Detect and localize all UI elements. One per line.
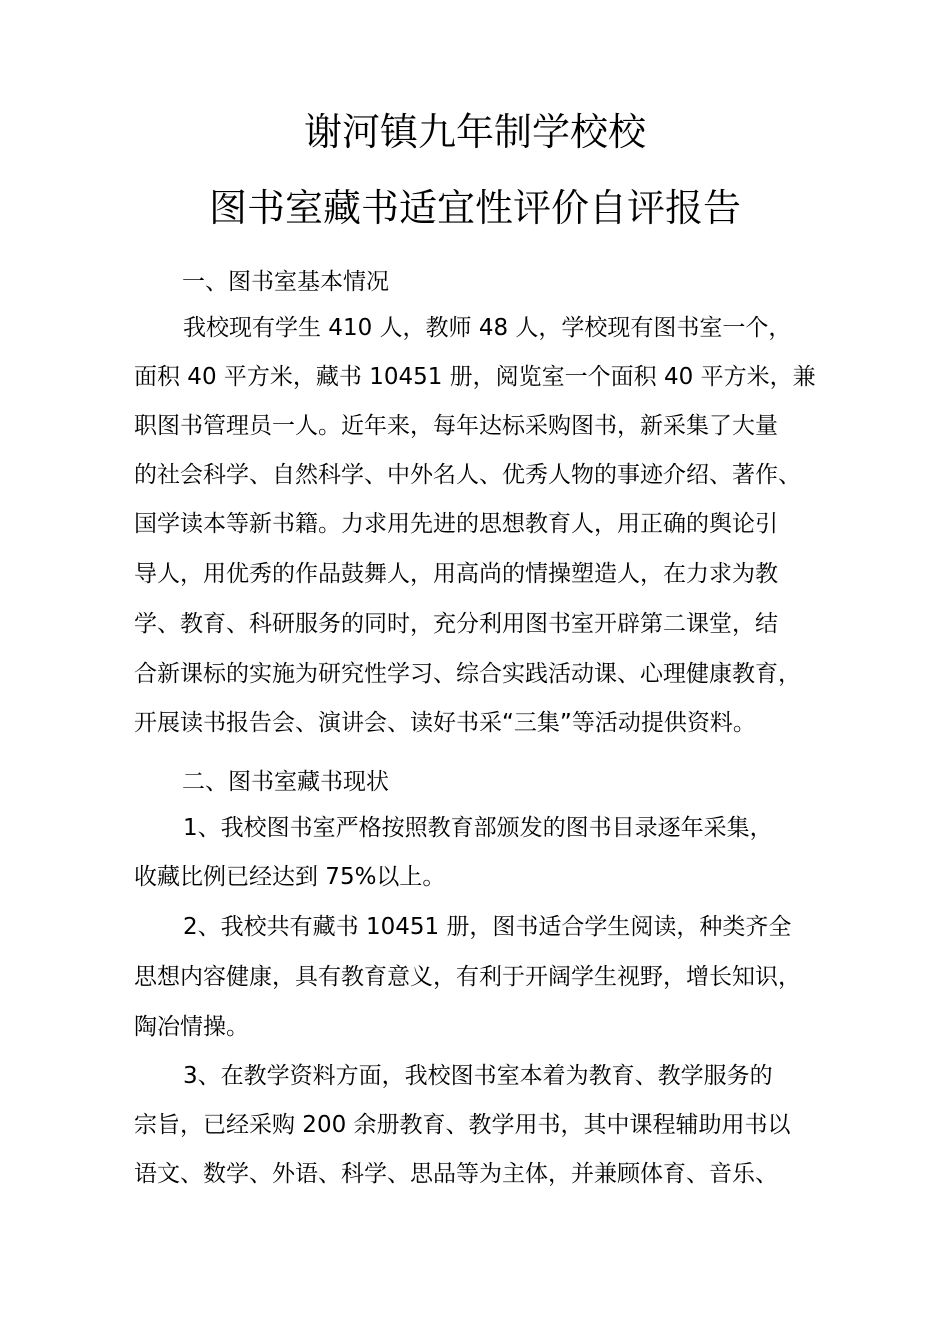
paragraph-line: 宗旨，已经采购 200 余册教育、教学用书，其中课程辅助用书以 bbox=[134, 1112, 791, 1138]
paragraph-line: 语文、数学、外语、科学、思品等为主体，并兼顾体育、音乐、 bbox=[134, 1161, 778, 1187]
paragraph-line: 的社会科学、自然科学、中外名人、优秀人物的事迹介绍、著作、 bbox=[134, 462, 801, 488]
paragraph-line: 导人，用优秀的作品鼓舞人，用高尚的情操塑造人，在力求为教 bbox=[134, 561, 778, 587]
paragraph-line: 学、教育、科研服务的同时，充分利用图书室开辟第二课堂，结 bbox=[134, 611, 778, 637]
paragraph-line: 职图书管理员一人。近年来，每年达标采购图书，新采集了大量 bbox=[134, 413, 778, 439]
title-line-1: 谢河镇九年制学校校 bbox=[303, 110, 646, 154]
paragraph-line: 面积 40 平方米，藏书 10451 册，阅览室一个面积 40 平方米，兼 bbox=[134, 364, 816, 390]
section-2-heading: 二、图书室藏书现状 bbox=[182, 769, 389, 795]
paragraph-line: 陶冶情操。 bbox=[134, 1014, 249, 1040]
paragraph-line: 我校现有学生 410 人，教师 48 人，学校现有图书室一个， bbox=[183, 315, 792, 341]
paragraph-line: 2、我校共有藏书 10451 册，图书适合学生阅读，种类齐全 bbox=[183, 914, 792, 940]
paragraph-line: 1、我校图书室严格按照教育部颁发的图书目录逐年采集， bbox=[183, 815, 773, 841]
paragraph-line: 思想内容健康，具有教育意义，有利于开阔学生视野，增长知识， bbox=[134, 964, 801, 990]
paragraph-line: 收藏比例已经达到 75%以上。 bbox=[134, 864, 446, 890]
paragraph-line: 开展读书报告会、演讲会、读好书采“三集”等活动提供资料。 bbox=[134, 710, 756, 736]
section-1-heading: 一、图书室基本情况 bbox=[182, 269, 389, 295]
paragraph-line: 3、在教学资料方面，我校图书室本着为教育、教学服务的 bbox=[183, 1063, 773, 1089]
title-line-2: 图书室藏书适宜性评价自评报告 bbox=[208, 186, 741, 230]
paragraph-line: 合新课标的实施为研究性学习、综合实践活动课、心理健康教育， bbox=[134, 661, 801, 687]
paragraph-line: 国学读本等新书籍。力求用先进的思想教育人，用正确的舆论引 bbox=[134, 511, 778, 537]
